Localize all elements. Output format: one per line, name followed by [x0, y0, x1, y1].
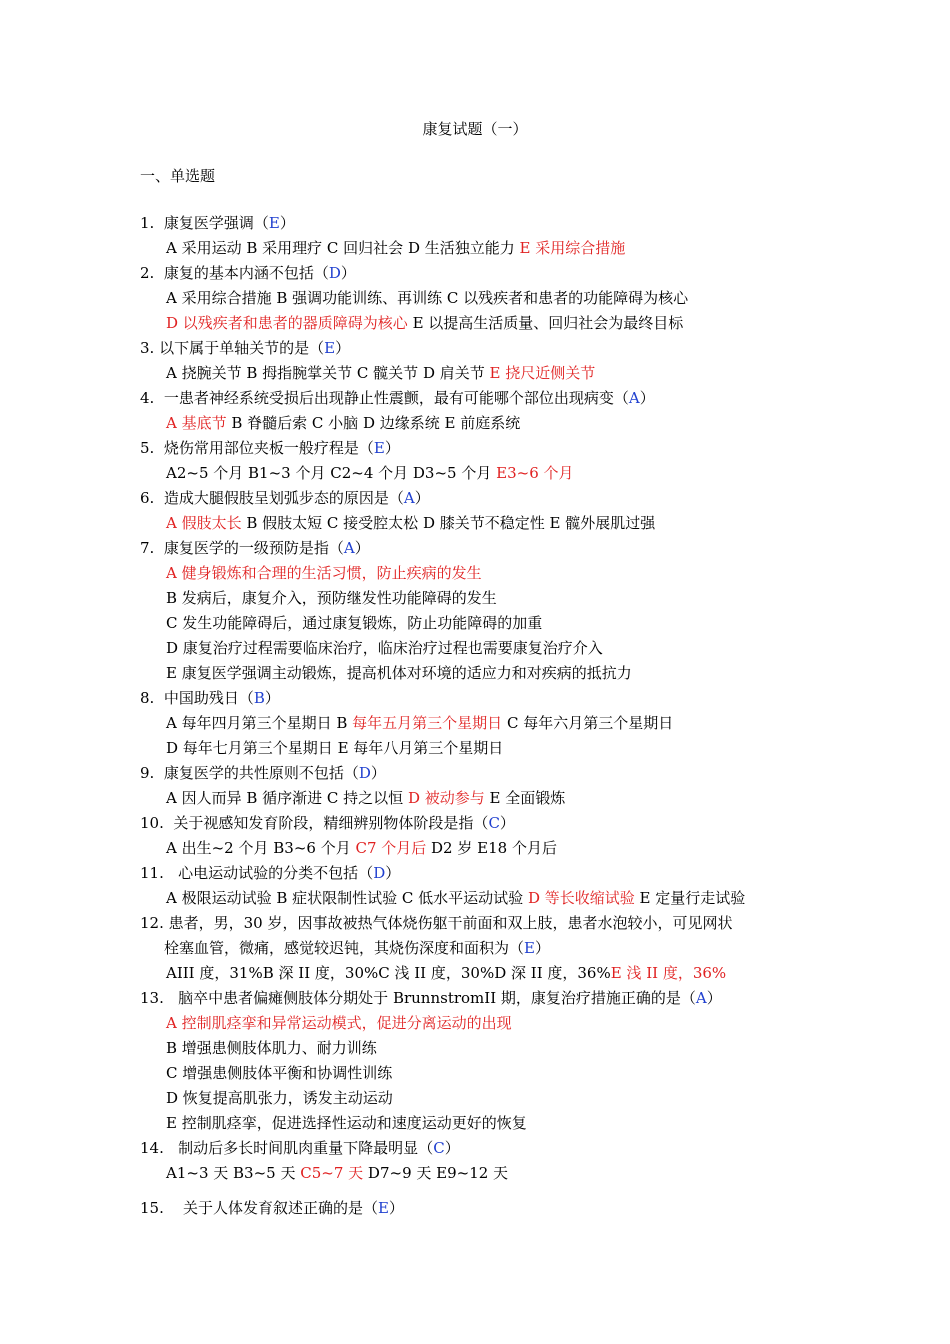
question-number: 9. [140, 764, 164, 782]
answer-letter: E [324, 339, 336, 357]
option-text: A 每年四月第三个星期日 B [166, 714, 353, 732]
question-stem: 11. 心电运动试验的分类不包括（D） [140, 861, 820, 886]
question-5 [140, 436, 820, 486]
question-number: 4. [140, 389, 164, 407]
question-14 [140, 1136, 820, 1186]
question-11 [140, 861, 820, 911]
answer-letter: E [268, 214, 280, 232]
option-line [140, 711, 820, 736]
option-line [140, 1061, 820, 1086]
correct-option: A 控制肌痉挛和异常运动模式，促进分离运动的出现 [166, 1014, 512, 1032]
question-stem: 10. 关于视感知发育阶段，精细辨别物体阶段是指（C） [140, 811, 820, 836]
question-1 [140, 211, 820, 261]
option-text: E 定量行走试验 [634, 889, 746, 907]
question-stem: 5. 烧伤常用部位夹板一般疗程是（E） [140, 436, 820, 461]
question-number: 14. [140, 1139, 179, 1157]
correct-option: A 健身锻炼和合理的生活习惯，防止疾病的发生 [166, 564, 482, 582]
answer-letter: C [433, 1139, 445, 1157]
question-10 [140, 811, 820, 861]
question-number: 12. [140, 914, 169, 932]
question-text: 康复医学的一级预防是指 [163, 539, 329, 557]
question-text: 康复的基本内涵不包括 [163, 264, 314, 282]
option-text: C 每年六月第三个星期日 [502, 714, 674, 732]
answer-letter: E [373, 439, 385, 457]
option-line [140, 1086, 820, 1111]
option-line [140, 311, 820, 336]
correct-option: C7 个月后 [355, 839, 427, 857]
question-13 [140, 986, 820, 1136]
correct-option: 每年五月第三个星期日 [352, 714, 503, 732]
correct-option: D 等长收缩试验 [527, 889, 635, 907]
option-line [140, 361, 820, 386]
correct-option: E 浅 II 度，36% [610, 964, 727, 982]
correct-option: A 假肢太长 [166, 514, 242, 532]
question-number: 15. [140, 1199, 183, 1217]
question-stem: 2. 康复的基本内涵不包括（D） [140, 261, 820, 286]
answer-letter: B [253, 689, 265, 707]
option-line [140, 461, 820, 486]
question-text: 关于视感知发育阶段，精细辨别物体阶段是指 [173, 814, 474, 832]
option-text: A 采用综合措施 B 强调功能训练、再训练 C 以残疾者和患者的功能障碍为核心 [166, 289, 689, 307]
question-text-continued: 栓塞血管，微痛，感觉较迟钝，其烧伤深度和面积为（E） [164, 939, 550, 957]
answer-letter: A [628, 389, 640, 407]
answer-letter: D [358, 764, 371, 782]
option-line [140, 661, 820, 686]
option-text: D 康复治疗过程需要临床治疗，临床治疗过程也需要康复治疗介入 [166, 639, 603, 657]
option-text: C 发生功能障碍后，通过康复锻炼，防止功能障碍的加重 [166, 614, 543, 632]
question-15 [140, 1196, 820, 1221]
question-12 [140, 911, 820, 986]
answer-letter: D [373, 864, 386, 882]
question-text: 脑卒中患者偏瘫侧肢体分期处于 BrunnstromII 期，康复治疗措施正确的是 [178, 989, 681, 1007]
option-text: D2 岁 E18 个月后 [426, 839, 557, 857]
option-text: A 极限运动试验 B 症状限制性试验 C 低水平运动试验 [166, 889, 528, 907]
section-heading: 一、单选题 [140, 167, 216, 185]
question-number: 2. [140, 264, 164, 282]
question-text: 制动后多长时间肌肉重量下降最明显 [178, 1139, 419, 1157]
question-2 [140, 261, 820, 336]
question-stem: 15. 关于人体发育叙述正确的是（E） [140, 1196, 820, 1221]
option-text: D7~9 天 E9~12 天 [363, 1164, 509, 1182]
option-text: B 增强患侧肢体肌力、耐力训练 [166, 1039, 377, 1057]
question-stem: 3. 以下属于单轴关节的是（E） [140, 336, 820, 361]
option-line [140, 886, 820, 911]
question-number: 11. [140, 864, 179, 882]
option-line [140, 236, 820, 261]
option-line [140, 561, 820, 586]
question-stem: 9. 康复医学的共性原则不包括（D） [140, 761, 820, 786]
question-text: 康复医学强调 [163, 214, 254, 232]
question-number: 5. [140, 439, 164, 457]
option-line [140, 1011, 820, 1036]
question-text: 关于人体发育叙述正确的是 [182, 1199, 363, 1217]
question-9 [140, 761, 820, 811]
option-text: D 每年七月第三个星期日 E 每年八月第三个星期日 [166, 739, 504, 757]
question-number: 3. [140, 339, 160, 357]
option-text: E 全面锻炼 [484, 789, 566, 807]
question-stem: 13. 脑卒中患者偏瘫侧肢体分期处于 BrunnstromII 期，康复治疗措施正确的是（A） [140, 986, 820, 1011]
question-text: 心电运动试验的分类不包括 [178, 864, 359, 882]
answer-letter: A [343, 539, 355, 557]
option-text: E 康复医学强调主动锻炼，提高机体对环境的适应力和对疾病的抵抗力 [166, 664, 632, 682]
correct-option: D 以残疾者和患者的器质障碍为核心 [166, 314, 408, 332]
option-text: A 因人而异 B 循序渐进 C 持之以恒 [166, 789, 408, 807]
option-text: A 采用运动 B 采用理疗 C 回归社会 D 生活独立能力 [166, 239, 520, 257]
option-line [140, 961, 820, 986]
option-line [140, 411, 820, 436]
question-3 [140, 336, 820, 386]
question-stem: 8. 中国助残日（B） [140, 686, 820, 711]
option-text: A 挠腕关节 B 拇指腕掌关节 C 髋关节 D 肩关节 [166, 364, 490, 382]
correct-option: A 基底节 [166, 414, 227, 432]
answer-letter: E [524, 939, 535, 957]
question-list [140, 211, 820, 1221]
question-8 [140, 686, 820, 761]
question-stem: 1. 康复医学强调（E） [140, 211, 820, 236]
option-text: D 恢复提高肌张力，诱发主动运动 [166, 1089, 393, 1107]
option-text: A 出生~2 个月 B3~6 个月 [166, 839, 356, 857]
option-line [140, 636, 820, 661]
option-line [140, 511, 820, 536]
question-stem: 14. 制动后多长时间肌肉重量下降最明显（C） [140, 1136, 820, 1161]
question-text: 中国助残日 [163, 689, 239, 707]
question-text: 以下属于单轴关节的是 [159, 339, 310, 357]
option-line [140, 786, 820, 811]
question-number: 10. [140, 814, 174, 832]
answer-letter: E [377, 1199, 389, 1217]
option-text: B 假肢太短 C 接受腔太松 D 膝关节不稳定性 E 髋外展肌过强 [241, 514, 656, 532]
question-text: 烧伤常用部位夹板一般疗程是 [163, 439, 359, 457]
option-text: C 增强患侧肢体平衡和协调性训练 [166, 1064, 393, 1082]
question-text: 造成大腿假肢呈划弧步态的原因是 [163, 489, 389, 507]
option-line [140, 1111, 820, 1136]
option-text: A1~3 天 B3~5 天 [166, 1164, 301, 1182]
option-text: E 控制肌痉挛，促进选择性运动和速度运动更好的恢复 [166, 1114, 527, 1132]
option-line [140, 611, 820, 636]
question-6 [140, 486, 820, 536]
question-number: 1. [140, 214, 164, 232]
option-text: B 发病后，康复介入，预防继发性功能障碍的发生 [166, 589, 497, 607]
question-number: 8. [140, 689, 164, 707]
question-number: 13. [140, 989, 179, 1007]
question-text: 一患者神经系统受损后出现静止性震颤，最有可能哪个部位出现病变 [163, 389, 614, 407]
question-number: 6. [140, 489, 164, 507]
question-text: 康复医学的共性原则不包括 [163, 764, 344, 782]
correct-option: D 被动参与 [407, 789, 485, 807]
question-stem [140, 911, 820, 936]
option-text: AIII 度，31%B 深 II 度，30%C 浅 II 度，30%D 深 II 度，36% [166, 964, 611, 982]
question-stem: 7. 康复医学的一级预防是指（A） [140, 536, 820, 561]
option-text: E 以提高生活质量、回归社会为最终目标 [407, 314, 684, 332]
option-line [140, 286, 820, 311]
option-line [140, 586, 820, 611]
question-stem: 6. 造成大腿假肢呈划弧步态的原因是（A） [140, 486, 820, 511]
page-title: 康复试题（一） [422, 120, 528, 138]
answer-letter: C [488, 814, 500, 832]
answer-letter: A [695, 989, 707, 1007]
option-line [140, 1161, 820, 1186]
question-number: 7. [140, 539, 164, 557]
option-line [140, 1036, 820, 1061]
question-text: 患者，男，30 岁，因事故被热气体烧伤躯干前面和双上肢，患者水泡较小，可见网状 [168, 914, 733, 932]
answer-letter: A [403, 489, 415, 507]
option-line [140, 836, 820, 861]
correct-option: E3~6 个月 [496, 464, 574, 482]
option-text: B 脊髓后索 C 小脑 D 边缘系统 E 前庭系统 [226, 414, 521, 432]
correct-option: E 挠尺近侧关节 [489, 364, 596, 382]
option-text: A2~5 个月 B1~3 个月 C2~4 个月 D3~5 个月 [166, 464, 497, 482]
correct-option: C5~7 天 [300, 1164, 364, 1182]
answer-letter: D [328, 264, 341, 282]
question-4 [140, 386, 820, 436]
correct-option: E 采用综合措施 [519, 239, 626, 257]
question-7 [140, 536, 820, 686]
question-stem: 4. 一患者神经系统受损后出现静止性震颤，最有可能哪个部位出现病变（A） [140, 386, 820, 411]
option-line [140, 736, 820, 761]
